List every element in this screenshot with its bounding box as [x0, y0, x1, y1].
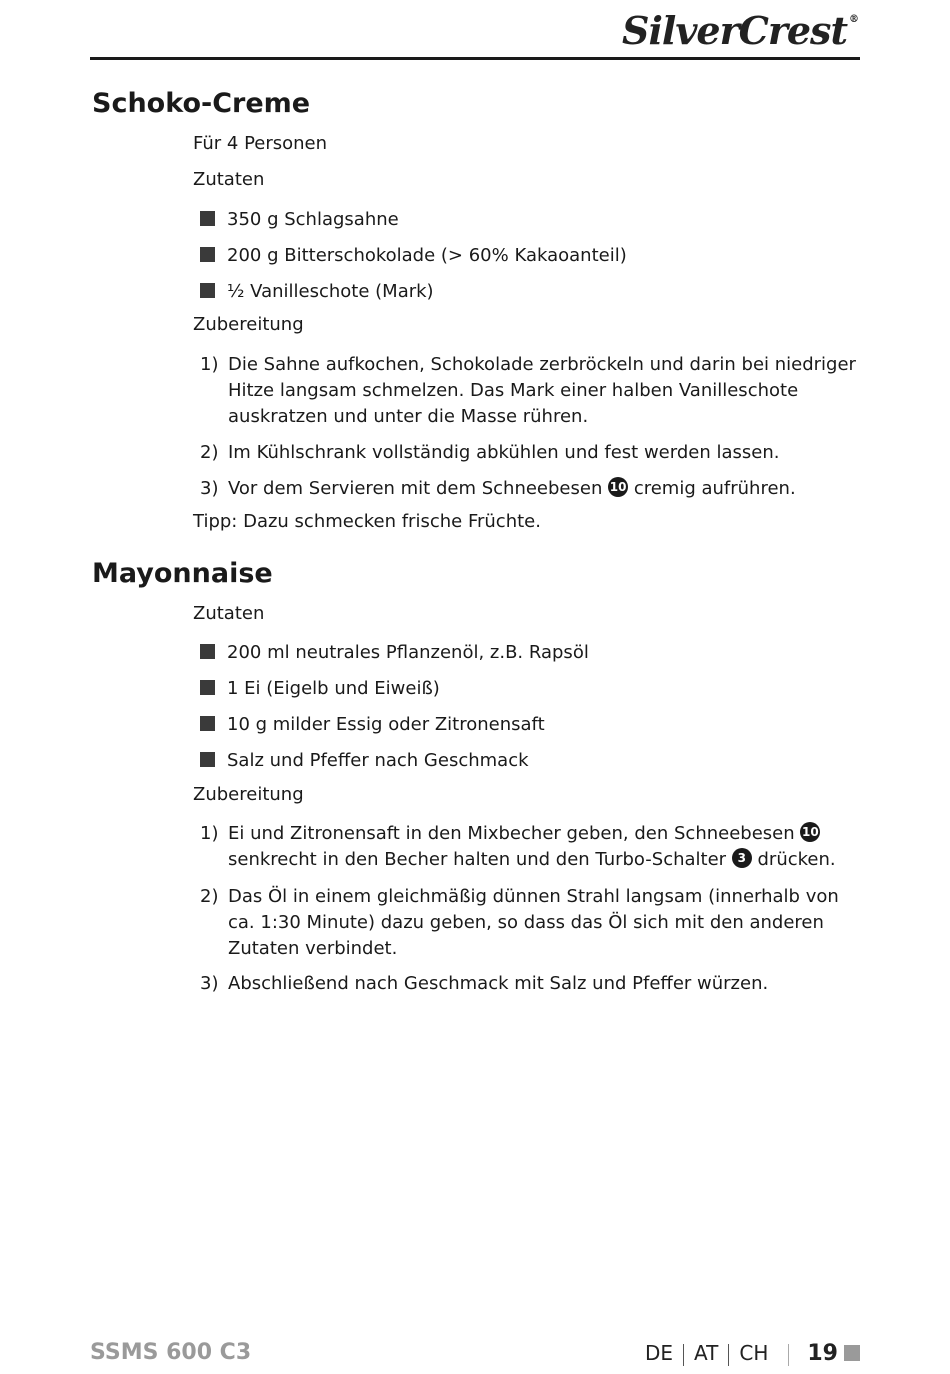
square-icon	[844, 1345, 860, 1361]
step-number: 1)	[200, 823, 219, 844]
step-text-part: drücken.	[751, 849, 836, 870]
step-text: Im Kühlschrank vollständig abkühlen und fest werden lassen.	[228, 442, 780, 463]
step-text: Abschließend nach Geschmack mit Salz und Pfeffer würzen.	[228, 973, 769, 994]
part-number-badge-icon: 10	[608, 477, 628, 497]
step-text-part: cremig aufrühren.	[628, 478, 796, 499]
step-number: 2)	[200, 442, 219, 463]
list-item	[200, 207, 399, 233]
step-text: Die Sahne aufkochen, Schokolade zerbröckeln und darin bei niedriger Hitze langsam schmelzen. Das Mark einer halben Vanilleschote auskratzen und unter die Masse rühren.	[228, 354, 856, 427]
header-rule	[90, 57, 860, 60]
step	[200, 352, 860, 430]
country-code: AT	[694, 1341, 719, 1365]
list-item	[200, 279, 434, 305]
list-item	[200, 676, 440, 702]
page-footer	[645, 1341, 860, 1366]
step-text-part: senkrecht in den Becher halten und den Turbo-Schalter	[228, 849, 732, 870]
model-number: SSMS 600 C3	[90, 1340, 252, 1365]
step	[200, 971, 860, 997]
list-item	[200, 243, 627, 269]
brand-name: SilverCrest	[622, 8, 847, 53]
bullet-square-icon	[200, 716, 215, 731]
list-item-text: Salz und Pfeffer nach Geschmack	[227, 750, 529, 771]
step-number: 1)	[200, 354, 219, 375]
step-text	[228, 821, 860, 873]
step-number: 2)	[200, 886, 219, 907]
step-number: 3)	[200, 973, 219, 994]
list-item	[200, 748, 529, 774]
part-number-badge-icon: 10	[800, 822, 820, 842]
step	[200, 884, 860, 962]
divider	[788, 1344, 789, 1366]
list-item-text: 200 g Bitterschokolade (> 60% Kakaoanteil)	[227, 245, 627, 266]
bullet-square-icon	[200, 644, 215, 659]
step-text: Das Öl in einem gleichmäßig dünnen Strahl langsam (innerhalb von ca. 1:30 Minute) dazu geben, so dass das Öl sich mit den anderen Zutaten verbindet.	[228, 886, 839, 959]
divider	[683, 1344, 684, 1366]
page-number: 19	[807, 1341, 838, 1366]
list-item-text: 1 Ei (Eigelb und Eiweiß)	[227, 678, 440, 699]
step-text	[228, 476, 860, 502]
bullet-square-icon	[200, 752, 215, 767]
zubereitung-heading: Zubereitung	[193, 784, 304, 805]
divider	[728, 1344, 729, 1366]
servings: Für 4 Personen	[193, 133, 328, 154]
list-item-text: 350 g Schlagsahne	[227, 209, 399, 230]
zutaten-heading: Zutaten	[193, 169, 265, 190]
brand-logo	[622, 8, 858, 53]
tip: Tipp: Dazu schmecken frische Früchte.	[193, 511, 541, 532]
bullet-square-icon	[200, 211, 215, 226]
bullet-square-icon	[200, 680, 215, 695]
bullet-square-icon	[200, 247, 215, 262]
zutaten-heading: Zutaten	[193, 603, 265, 624]
section-title-mayo: Mayonnaise	[92, 558, 273, 589]
list-item	[200, 712, 545, 738]
step	[200, 821, 860, 873]
bullet-square-icon	[200, 283, 215, 298]
step-text-part: Vor dem Servieren mit dem Schneebesen	[228, 478, 609, 499]
section-title-schoko: Schoko-Creme	[92, 88, 311, 119]
step-text-part: Ei und Zitronensaft in den Mixbecher geben, den Schneebesen	[228, 823, 801, 844]
list-item	[200, 640, 589, 666]
list-item-text: 10 g milder Essig oder Zitronensaft	[227, 714, 545, 735]
step	[200, 476, 860, 502]
step	[200, 440, 860, 466]
country-code: CH	[739, 1341, 769, 1365]
list-item-text: ½ Vanilleschote (Mark)	[227, 281, 434, 302]
list-item-text: 200 ml neutrales Pflanzenöl, z.B. Rapsöl	[227, 642, 589, 663]
step-number: 3)	[200, 478, 219, 499]
registered-mark: ®	[849, 14, 858, 25]
part-number-badge-icon: 3	[732, 848, 752, 868]
zubereitung-heading: Zubereitung	[193, 314, 304, 335]
country-code: DE	[644, 1341, 673, 1365]
